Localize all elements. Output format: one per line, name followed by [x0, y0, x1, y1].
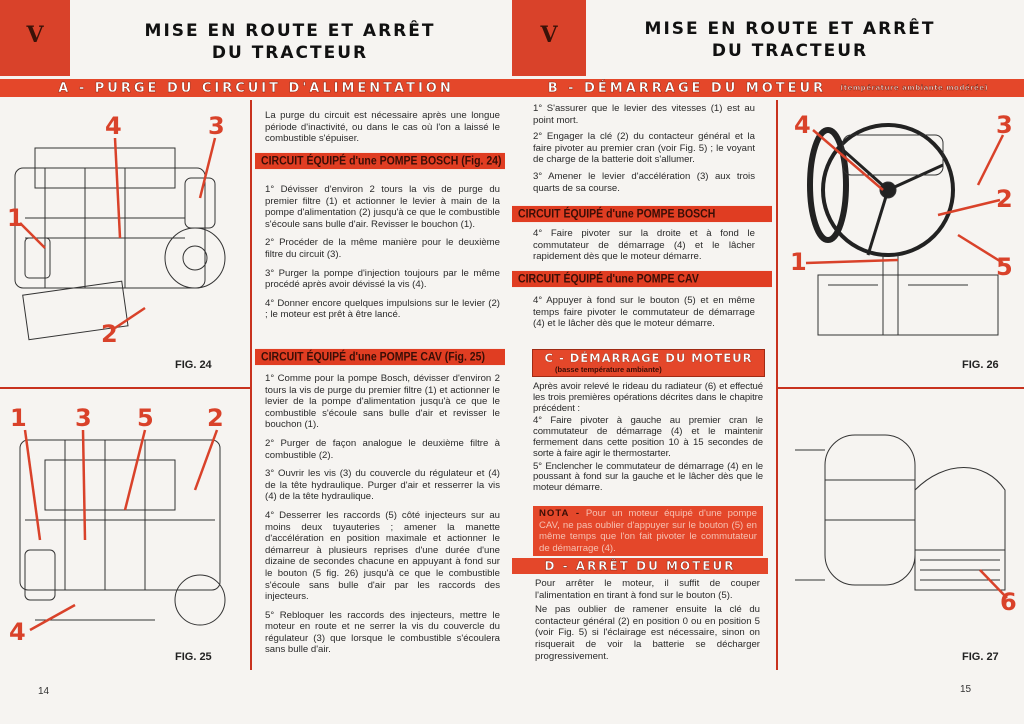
chapter-block [0, 0, 70, 76]
bosch-step: 3° Purger la pompe d'injection toujours par le même procédé après avoir dévissé la vis (4). [265, 267, 500, 291]
bosch-subheading-right [512, 206, 772, 222]
fig24-engine-illustration [5, 108, 245, 348]
bosch-steps [265, 184, 500, 328]
fig26-callout-4: 4 [794, 111, 811, 139]
title-line-2: DU TRACTEUR [211, 43, 369, 63]
page-title [80, 20, 500, 64]
fig24-caption: FIG. 24 [175, 359, 212, 371]
section-c-title: C - DÉMARRAGE DU MOTEUR [544, 351, 753, 365]
cav-step: 1° Comme pour la pompe Bosch, dévisser d'environ 2 tours la vis de purge du premier filtre (1) et actionner le levier de la pompe d'alimentation jusqu'à ce que le combustible s'écoule sans bulle d'air et revisser le bouchon (1). [265, 373, 500, 431]
fig25-callout-4: 4 [9, 618, 26, 645]
cav-step: 4° Desserrer les raccords (5) côté injecteurs sur au moins deux tuyauteries ; amener la manette d'accélération en position maximale et actionner le démarreur à plusieurs reprises d'une durée d'une dizaine de secondes chacune en appuyant à fond sur le bouton (5 fig. 26) jusqu'à ce que le combustible s'écoule sans bulle d'air par les raccords des injecteurs. [265, 509, 500, 603]
bosch-subheading [255, 153, 505, 169]
figure-divider-right [776, 387, 1024, 389]
section-a-heading [0, 79, 512, 97]
fig25-callout-2: 2 [207, 404, 224, 432]
d-step: Pour arrêter le moteur, il suffit de couper l'alimentation en tirant à fond sur le bouton (5). [535, 578, 760, 601]
section-b-title: B - DÉMARRAGE DU MOTEUR [547, 80, 827, 96]
b-step: 1° S'assurer que le levier des vitesses (1) est au point mort. [533, 103, 755, 126]
chapter-number: V [26, 22, 44, 48]
cav-step: 3° Ouvrir les vis (3) du couvercle du régulateur et (4) de la tête hydraulique. Purger d'air et resserrer la vis (4) de la tête hydraulique. [265, 468, 500, 503]
figure-divider [0, 387, 250, 389]
fig26-caption: FIG. 26 [962, 359, 999, 371]
c-step: 5° Enclencher le commutateur de démarrage (4) en le poussant à fond sur la gauche et le lâcher dès que le moteur démarre. [533, 460, 763, 494]
cav-step-right: 4° Appuyer à fond sur le bouton (5) et en même temps faire pivoter le commutateur de démarrage (4) et le lâcher dès que le moteur démarre. [533, 295, 755, 330]
fig25-caption: FIG. 25 [175, 651, 212, 663]
fig24-callout-3: 3 [208, 112, 225, 140]
fig24-callout-2: 2 [101, 320, 118, 348]
section-b-heading [512, 79, 1024, 97]
column-divider [250, 100, 252, 670]
cav-subheading [255, 349, 505, 365]
b-step: 2° Engager la clé (2) du contacteur général et la faire pivoter au premier cran (voir Fig. 5) ; le voyant de charge de la batterie doit s'allumer. [533, 131, 755, 166]
fig26-callout-1: 1 [790, 248, 807, 276]
bosch-subheading-text: CIRCUIT ÉQUIPÉ d'une POMPE BOSCH [518, 207, 716, 221]
fig24-callout-1: 1 [7, 204, 24, 232]
title-line-1: MISE EN ROUTE ET ARRÊT [644, 19, 936, 39]
cav-subheading-text: CIRCUIT ÉQUIPÉ d'une POMPE CAV (Fig. 25) [261, 350, 485, 364]
fig27-callout-6: 6 [1000, 588, 1017, 615]
column-divider-right [776, 100, 778, 670]
cav-subheading-text: CIRCUIT ÉQUIPÉ d'une POMPE CAV [518, 272, 699, 286]
section-a-title: A - PURGE DU CIRCUIT D'ALIMENTATION [58, 80, 454, 96]
bosch-step: 2° Procéder de la même manière pour le deuxième filtre du circuit (3). [265, 237, 500, 260]
cav-subheading-right [512, 271, 772, 287]
title-line-1: MISE EN ROUTE ET ARRÊT [144, 21, 436, 41]
c-step: Après avoir relevé le rideau du radiateur (6) et effectué les trois premières opérations décrites dans le chapitre précédent : [533, 381, 763, 414]
bosch-step: 1° Dévisser d'environ 2 tours la vis de purge du premier filtre (1) et actionner le levier à main de la pompe d'alimentation (2) jusqu'à ce que le combustible s'écoule sans bulle d'air. Revisser le bouchon (1). [265, 184, 500, 230]
d-steps [535, 578, 760, 669]
cav-step: 5° Rebloquer les raccords des injecteurs, mettre le moteur en route et ne serrer la vis du couvercle du régulateur (3) que lorsque le combustible s'écoulera sans bulle d'air. [265, 609, 500, 656]
section-d-heading [512, 558, 768, 574]
fig25-engine-illustration [5, 400, 245, 645]
fig24-callout-4: 4 [105, 112, 122, 140]
fig25-callout-3: 3 [75, 404, 92, 432]
section-d-title: D - ARRÊT DU MOTEUR [544, 559, 736, 573]
bosch-step-right: 4° Faire pivoter sur la droite et à fond le commutateur de démarrage (4) et le lâcher rapidement dès que le moteur démarre. [533, 228, 755, 263]
c-steps [533, 382, 763, 494]
title-line-2: DU TRACTEUR [711, 41, 869, 61]
fig25-callout-1: 1 [10, 404, 27, 432]
nota-box [533, 506, 763, 556]
b-steps [533, 103, 755, 199]
section-c-note: (basse température ambiante) [555, 365, 662, 374]
fig25-callout-5: 5 [137, 404, 154, 432]
fig27-caption: FIG. 27 [962, 651, 999, 663]
nota-label: NOTA - [539, 508, 581, 519]
page-number-right: 15 [960, 684, 972, 695]
fig27-radiator-illustration [795, 420, 1020, 615]
d-step: Ne pas oublier de ramener ensuite la clé du contacteur général (2) en position 0 ou en position 5 (voir Fig. 5) si l'éclairage est nécessaire, sinon on risquerait de voir la batterie se décharger progressivement. [535, 604, 760, 662]
page-number-left: 14 [38, 686, 50, 697]
nota-text: Pour un moteur équipé d'une pompe CAV, ne pas oublier d'appuyer sur le bouton (5) en même temps que l'on fait pivoter le commutateur de démarrage (4). [539, 508, 757, 554]
fig26-callout-3: 3 [996, 111, 1013, 139]
section-b-note: (température ambiante modérée) [840, 84, 989, 92]
fig26-callout-5: 5 [996, 253, 1013, 281]
section-c-heading [532, 349, 765, 377]
fig26-dashboard-illustration [788, 105, 1020, 345]
bosch-step: 4° Donner encore quelques impulsions sur le levier (2) ; le moteur est prêt à être lancé. [265, 297, 500, 321]
chapter-block-right [512, 0, 586, 76]
cav-step: 2° Purger de façon analogue le deuxième filtre à combustible (2). [265, 437, 500, 461]
c-step: 4° Faire pivoter à gauche au premier cran le commutateur de démarrage (4) et le maintenir fermement dans cette position 10 à 15 secondes de sorte à faire agir le thermostarter. [533, 415, 763, 459]
page-title-right [590, 18, 990, 62]
chapter-number: V [540, 22, 558, 48]
bosch-subheading-text: CIRCUIT ÉQUIPÉ d'une POMPE BOSCH (Fig. 24) [261, 154, 502, 168]
intro-paragraph: La purge du circuit est nécessaire après une longue période d'inactivité, ou dans le cas où l'on a laissé le combustible s'épuiser. [265, 110, 500, 145]
b-step: 3° Amener le levier d'accélération (3) aux trois quarts de sa course. [533, 170, 755, 194]
fig26-callout-2: 2 [996, 185, 1013, 213]
cav-steps [265, 373, 500, 663]
